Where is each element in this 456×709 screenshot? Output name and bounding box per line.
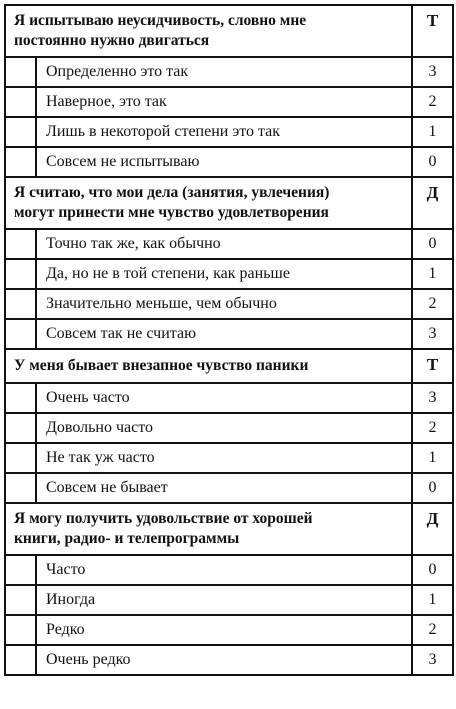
question-line: Я могу получить удовольствие от хорошей xyxy=(14,510,313,527)
answer-score: 3 xyxy=(412,645,453,675)
answer-row[interactable] xyxy=(5,57,453,87)
answer-label: Совсем так не считаю xyxy=(36,319,412,349)
answer-score: 2 xyxy=(412,87,453,117)
question-mark: Т xyxy=(412,349,453,383)
answer-score: 2 xyxy=(412,615,453,645)
question-row xyxy=(5,5,453,57)
answer-score: 0 xyxy=(412,473,453,503)
answer-checkbox-cell[interactable] xyxy=(5,555,36,585)
answer-checkbox-cell[interactable] xyxy=(5,443,36,473)
answer-checkbox-cell[interactable] xyxy=(5,585,36,615)
answer-label: Редко xyxy=(36,615,412,645)
question-line: книги, радио- и телепрограммы xyxy=(14,530,240,547)
answer-row[interactable] xyxy=(5,117,453,147)
answer-row[interactable] xyxy=(5,585,453,615)
answer-label: Точно так же, как обычно xyxy=(36,229,412,259)
answer-checkbox-cell[interactable] xyxy=(5,259,36,289)
question-line: У меня бывает внезапное чувство паники xyxy=(14,357,309,374)
question-line: Я испытываю неусидчивость, словно мне xyxy=(14,12,307,29)
answer-score: 1 xyxy=(412,117,453,147)
answer-checkbox-cell[interactable] xyxy=(5,117,36,147)
answer-label: Часто xyxy=(36,555,412,585)
question-row xyxy=(5,177,453,229)
answer-row[interactable] xyxy=(5,383,453,413)
answer-row[interactable] xyxy=(5,147,453,177)
answer-checkbox-cell[interactable] xyxy=(5,615,36,645)
answer-label: Довольно часто xyxy=(36,413,412,443)
answer-row[interactable] xyxy=(5,413,453,443)
answer-label: Определенно это так xyxy=(36,57,412,87)
questionnaire-sheet xyxy=(4,4,452,676)
answer-label: Совсем не бывает xyxy=(36,473,412,503)
answer-checkbox-cell[interactable] xyxy=(5,413,36,443)
answer-score: 0 xyxy=(412,555,453,585)
answer-label: Очень часто xyxy=(36,383,412,413)
answer-checkbox-cell[interactable] xyxy=(5,57,36,87)
answer-row[interactable] xyxy=(5,473,453,503)
question-text xyxy=(5,177,412,229)
question-mark: Т xyxy=(412,5,453,57)
question-line: могут принести мне чувство удовлетворения xyxy=(14,204,329,221)
answer-label: Иногда xyxy=(36,585,412,615)
answer-row[interactable] xyxy=(5,645,453,675)
answer-row[interactable] xyxy=(5,259,453,289)
answer-row[interactable] xyxy=(5,229,453,259)
answer-score: 1 xyxy=(412,259,453,289)
answer-label: Совсем не испытываю xyxy=(36,147,412,177)
answer-checkbox-cell[interactable] xyxy=(5,473,36,503)
answer-label: Не так уж часто xyxy=(36,443,412,473)
question-text xyxy=(5,349,412,383)
answer-row[interactable] xyxy=(5,289,453,319)
question-mark: Д xyxy=(412,177,453,229)
answer-label: Значительно меньше, чем обычно xyxy=(36,289,412,319)
question-row xyxy=(5,349,453,383)
answer-score: 0 xyxy=(412,147,453,177)
answer-score: 0 xyxy=(412,229,453,259)
answer-row[interactable] xyxy=(5,443,453,473)
answer-checkbox-cell[interactable] xyxy=(5,229,36,259)
answer-score: 2 xyxy=(412,289,453,319)
answer-label: Да, но не в той степени, как раньше xyxy=(36,259,412,289)
questionnaire-table xyxy=(4,4,454,676)
question-text xyxy=(5,503,412,555)
answer-score: 3 xyxy=(412,319,453,349)
answer-score: 1 xyxy=(412,443,453,473)
answer-score: 3 xyxy=(412,383,453,413)
answer-label: Очень редко xyxy=(36,645,412,675)
answer-score: 2 xyxy=(412,413,453,443)
answer-checkbox-cell[interactable] xyxy=(5,383,36,413)
answer-checkbox-cell[interactable] xyxy=(5,87,36,117)
answer-checkbox-cell[interactable] xyxy=(5,289,36,319)
answer-row[interactable] xyxy=(5,319,453,349)
answer-label: Наверное, это так xyxy=(36,87,412,117)
answer-row[interactable] xyxy=(5,555,453,585)
answer-row[interactable] xyxy=(5,87,453,117)
question-line: постоянно нужно двигаться xyxy=(14,32,210,49)
answer-label: Лишь в некоторой степени это так xyxy=(36,117,412,147)
question-line: Я считаю, что мои дела (занятия, увлечения) xyxy=(14,184,330,201)
answer-checkbox-cell[interactable] xyxy=(5,645,36,675)
answer-row[interactable] xyxy=(5,615,453,645)
question-text xyxy=(5,5,412,57)
answer-score: 3 xyxy=(412,57,453,87)
answer-score: 1 xyxy=(412,585,453,615)
answer-checkbox-cell[interactable] xyxy=(5,147,36,177)
question-row xyxy=(5,503,453,555)
answer-checkbox-cell[interactable] xyxy=(5,319,36,349)
question-mark: Д xyxy=(412,503,453,555)
